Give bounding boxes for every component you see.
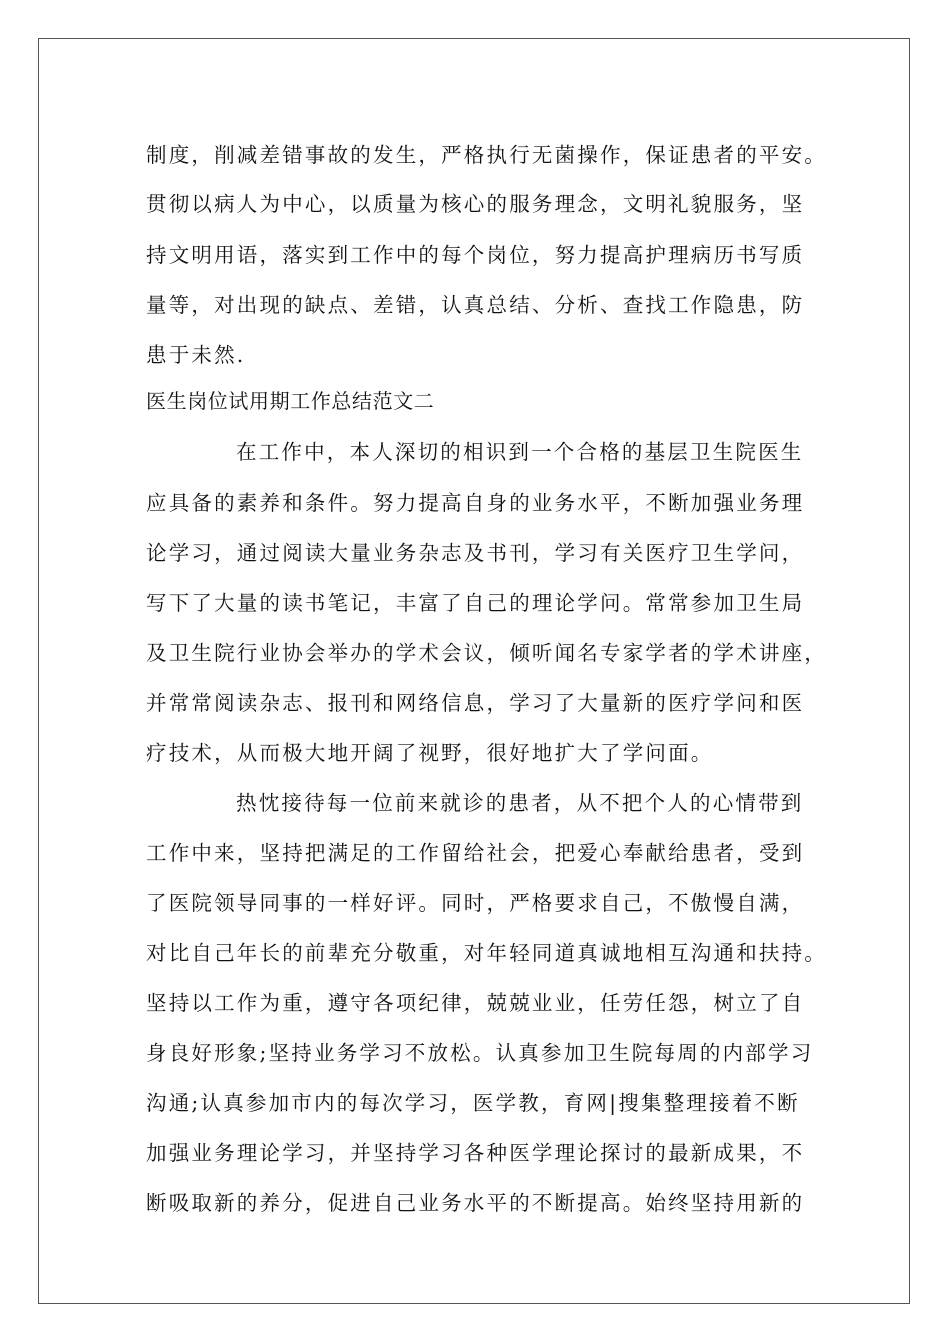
- text-line: 坚持以工作为重，遵守各项纪律，兢兢业业，任劳任怨，树立了自: [146, 991, 805, 1015]
- text-line: 并常常阅读杂志、报刊和网络信息，学习了大量新的医疗学问和医: [146, 691, 805, 715]
- text-line: 加强业务理论学习，并坚持学习各种医学理论探讨的最新成果，不: [146, 1141, 805, 1165]
- text-line: 疗技术，从而极大地开阔了视野，很好地扩大了学问面。: [146, 741, 714, 765]
- text-line: 写下了大量的读书笔记，丰富了自己的理论学问。常常参加卫生局: [146, 591, 805, 615]
- text-line: 工作中来，坚持把满足的工作留给社会，把爱心奉献给患者，受到: [146, 841, 805, 865]
- text-line: 对比自己年长的前辈充分敬重，对年轻同道真诚地相互沟通和扶持。: [146, 941, 827, 965]
- paragraph-first-line: 热忱接待每一位前来就诊的患者，从不把个人的心情带到: [236, 791, 804, 815]
- text-line: 沟通;认真参加市内的每次学习，医学教，育网|搜集整理接着不断: [146, 1091, 800, 1115]
- text-line: 断吸取新的养分，促进自己业务水平的不断提高。始终坚持用新的: [146, 1191, 805, 1215]
- text-line: 持文明用语，落实到工作中的每个岗位，努力提高护理病历书写质: [146, 243, 805, 267]
- text-line: 贯彻以病人为中心，以质量为核心的服务理念，文明礼貌服务，坚: [146, 192, 805, 216]
- text-line: 身良好形象;坚持业务学习不放松。认真参加卫生院每周的内部学习: [146, 1041, 814, 1065]
- text-line: 患于未然.: [146, 343, 246, 367]
- text-line: 应具备的素养和条件。努力提高自身的业务水平，不断加强业务理: [146, 491, 805, 515]
- paragraph-first-line: 在工作中，本人深切的相识到一个合格的基层卫生院医生: [236, 440, 804, 464]
- text-line: 论学习，通过阅读大量业务杂志及书刊，学习有关医疗卫生学问，: [146, 541, 805, 565]
- text-line: 制度，削减差错事故的发生，严格执行无菌操作，保证患者的平安。: [146, 143, 827, 167]
- text-line: 量等，对出现的缺点、差错，认真总结、分析、查找工作隐患，防: [146, 293, 805, 317]
- text-line: 及卫生院行业协会举办的学术会议，倾听闻名专家学者的学术讲座，: [146, 641, 827, 665]
- text-line: 了医院领导同事的一样好评。同时，严格要求自己，不傲慢自满，: [146, 891, 805, 915]
- section-heading: 医生岗位试用期工作总结范文二: [146, 389, 435, 413]
